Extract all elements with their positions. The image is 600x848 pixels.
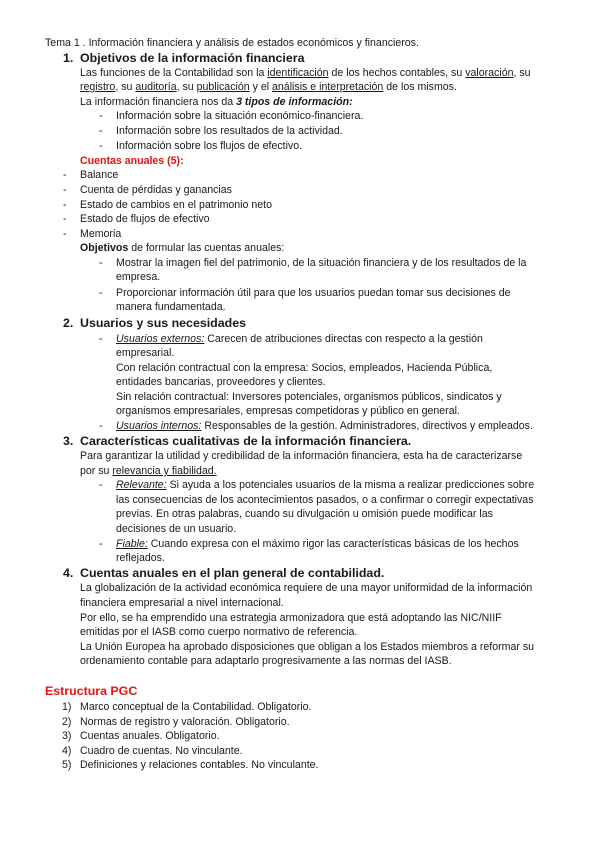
- section-2-number: 2.: [63, 316, 74, 330]
- document-header: Tema 1 . Información financiera y análisis de estados económicos y financieros.: [45, 37, 419, 49]
- cuentas-item: Estado de cambios en el patrimonio neto: [80, 199, 272, 211]
- pgc-item-number: 1): [62, 701, 72, 713]
- con-relacion-line-1: Con relación contractual con la empresa: Socios, empleados, Hacienda Pública,: [116, 362, 493, 374]
- cuentas-item: Balance: [80, 169, 119, 181]
- section-1-title: Objetivos de la información financiera: [80, 51, 305, 65]
- section-3-number: 3.: [63, 434, 74, 448]
- estructura-pgc-heading: Estructura PGC: [45, 684, 138, 698]
- cuentas-item: Cuenta de pérdidas y ganancias: [80, 184, 232, 196]
- objetivo-2-line-1: Proporcionar información útil para que los usuarios puedan tomar sus decisiones de: [116, 287, 511, 299]
- objetivo-2-line-2: manera fundamentada.: [116, 301, 226, 313]
- objetivos-intro: Objetivos de formular las cuentas anuales:: [80, 242, 285, 254]
- s1-paragraph-line-2: registro, su auditoría, su publicación y el análisis e interpretación de los mismos.: [80, 81, 457, 93]
- bullet-dash: -: [99, 479, 103, 491]
- s4-line-1: La globalización de la actividad económica requiere de una mayor uniformidad de la información: [80, 582, 533, 594]
- usuarios-externos-line-1: Usuarios externos: Carecen de atribuciones directas con respecto a la gestión: [116, 333, 483, 345]
- s4-line-3: Por ello, se ha emprendido una estrategia armonizadora que está adoptando las NIC/NIIF: [80, 612, 502, 624]
- s1-info-types-intro: La información financiera nos da 3 tipos de información:: [80, 96, 353, 108]
- bullet-dash: -: [63, 184, 67, 196]
- info-type-item: Información sobre la situación económico-financiera.: [116, 110, 364, 122]
- con-relacion-line-2: entidades bancarias, proveedores y clientes.: [116, 376, 326, 388]
- bullet-dash: -: [99, 287, 103, 299]
- pgc-item: Cuadro de cuentas. No vinculante.: [80, 745, 243, 757]
- bullet-dash: -: [99, 420, 103, 432]
- relevante-line-3: previas. En otras palabras, cuando su divulgación u omisión puede modificar las: [116, 508, 493, 520]
- section-2-title: Usuarios y sus necesidades: [80, 316, 246, 330]
- info-type-item: Información sobre los resultados de la actividad.: [116, 125, 343, 137]
- pgc-item-number: 5): [62, 759, 72, 771]
- section-4-number: 4.: [63, 566, 74, 580]
- cuentas-anuales-heading: Cuentas anuales (5):: [80, 155, 184, 167]
- relevante-line-4: decisiones de un usuario.: [116, 523, 237, 535]
- sin-relacion-line-2: organismos empresariales, empresas competidoras y público en general.: [116, 405, 460, 417]
- pgc-item-number: 2): [62, 716, 72, 728]
- bullet-dash: -: [63, 199, 67, 211]
- relevante-line-2: las consecuencias de los acontecimientos pasados, o a confirmar o corregir expectativas: [116, 494, 534, 506]
- section-4-title: Cuentas anuales en el plan general de contabilidad.: [80, 566, 385, 580]
- pgc-item-number: 3): [62, 730, 72, 742]
- relevante-line-1: Relevante: Si ayuda a los potenciales usuarios de la misma a realizar predicciones sobre: [116, 479, 535, 491]
- usuarios-internos-line: Usuarios internos: Responsables de la gestión. Administradores, directivos y empleados.: [116, 420, 533, 432]
- pgc-item-number: 4): [62, 745, 72, 757]
- usuarios-externos-line-2: empresarial.: [116, 347, 175, 359]
- bullet-dash: -: [99, 538, 103, 550]
- s1-paragraph-line-1: Las funciones de la Contabilidad son la identificación de los hechos contables, su valoración, su: [80, 67, 531, 79]
- pgc-item: Marco conceptual de la Contabilidad. Obligatorio.: [80, 701, 312, 713]
- s4-line-2: financiera empresarial a nivel internacional.: [80, 597, 284, 609]
- s4-line-6: ordenamiento contable para adaptarlo progresivamente a las normas del IASB.: [80, 655, 452, 667]
- objetivo-1-line-1: Mostrar la imagen fiel del patrimonio, de la situación financiera y de los resultados de la: [116, 257, 527, 269]
- bullet-dash: -: [63, 213, 67, 225]
- s4-line-4: emitidas por el IASB como cuerpo normativo de referencia.: [80, 626, 358, 638]
- objetivo-1-line-2: empresa.: [116, 271, 161, 283]
- section-1-number: 1.: [63, 51, 74, 65]
- fiable-line-2: reflejados.: [116, 552, 165, 564]
- bullet-dash: -: [99, 257, 103, 269]
- section-3-title: Características cualitativas de la información financiera.: [80, 434, 412, 448]
- bullet-dash: -: [99, 125, 103, 137]
- bullet-dash: -: [63, 228, 67, 240]
- fiable-line-1: Fiable: Cuando expresa con el máximo rigor las características básicas de los hechos: [116, 538, 519, 550]
- bullet-dash: -: [99, 333, 103, 345]
- sin-relacion-line-1: Sin relación contractual: Inversores potenciales, organismos públicos, sindicatos y: [116, 391, 502, 403]
- cuentas-item: Memoria: [80, 228, 122, 240]
- bullet-dash: -: [99, 140, 103, 152]
- s4-line-5: La Unión Europea ha aprobado disposiciones que obligan a los Estados miembros a reformar su: [80, 641, 535, 653]
- pgc-item: Definiciones y relaciones contables. No vinculante.: [80, 759, 319, 771]
- s3-paragraph-line-1: Para garantizar la utilidad y credibilidad de la información financiera, esta ha de caracterizarse: [80, 450, 523, 462]
- bullet-dash: -: [63, 169, 67, 181]
- pgc-item: Cuentas anuales. Obligatorio.: [80, 730, 220, 742]
- s3-paragraph-line-2: por su relevancia y fiabilidad.: [80, 465, 217, 477]
- info-type-item: Información sobre los flujos de efectivo.: [116, 140, 303, 152]
- bullet-dash: -: [99, 110, 103, 122]
- cuentas-item: Estado de flujos de efectivo: [80, 213, 210, 225]
- pgc-item: Normas de registro y valoración. Obligatorio.: [80, 716, 290, 728]
